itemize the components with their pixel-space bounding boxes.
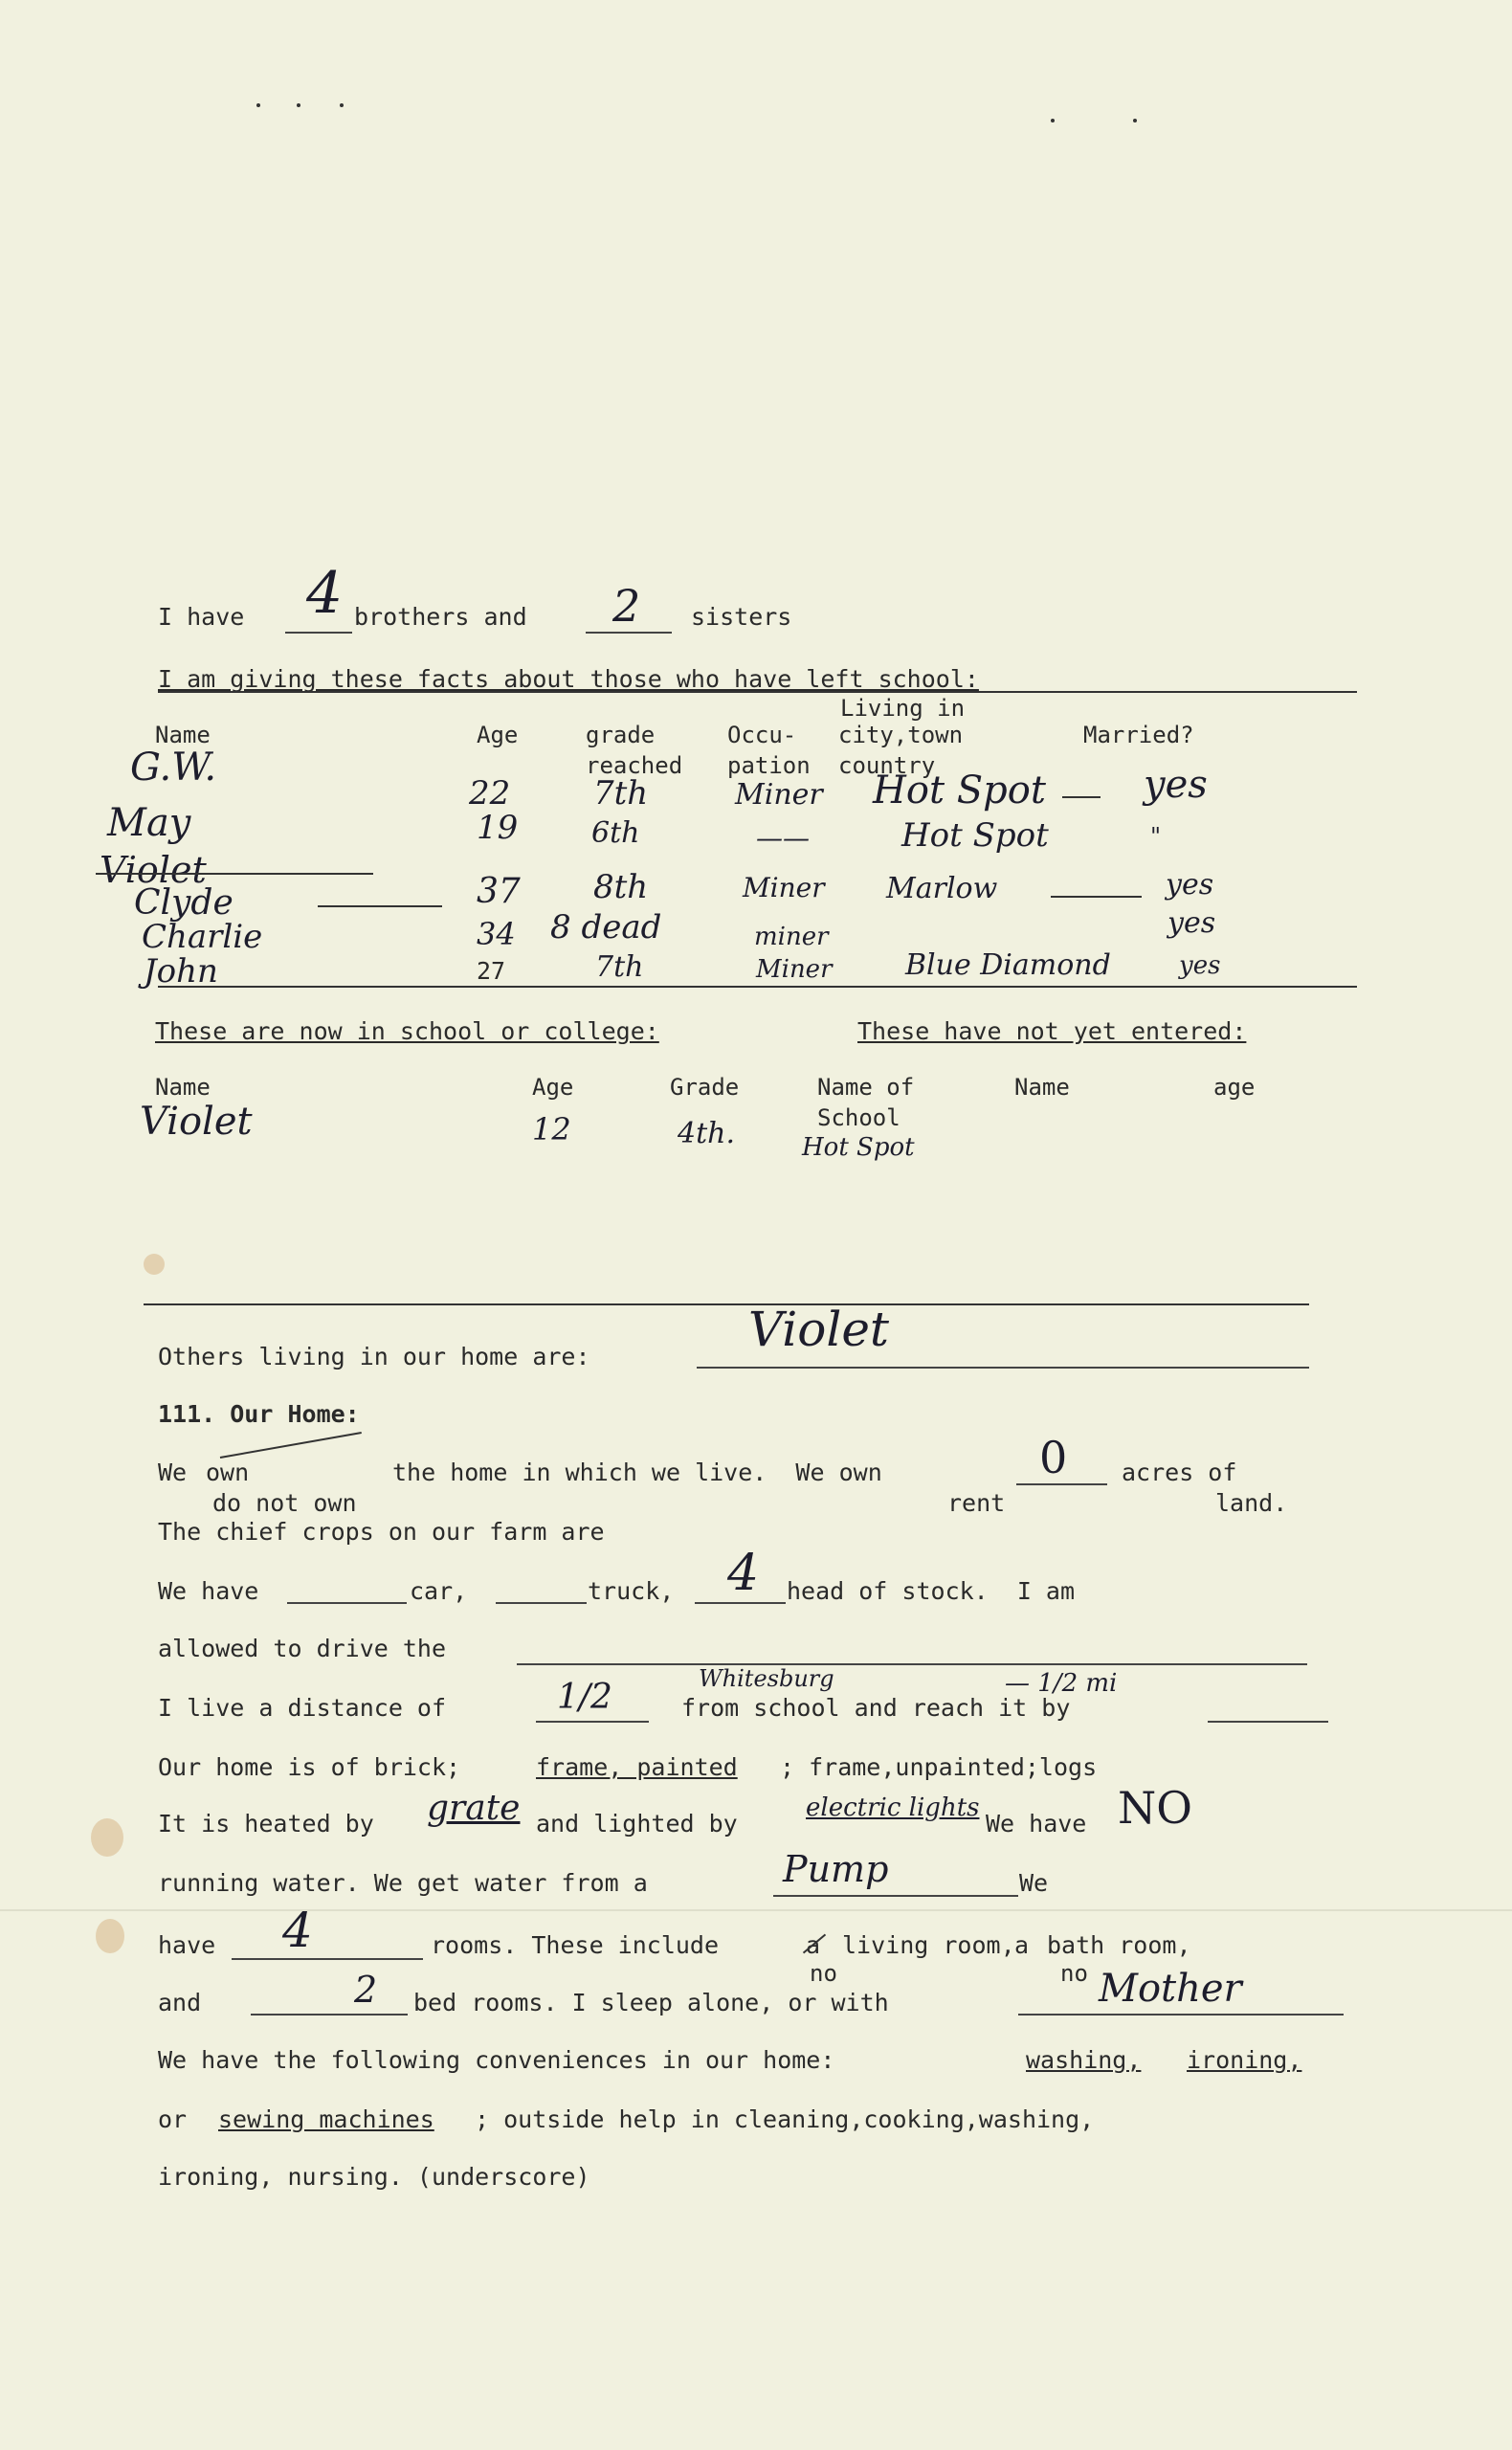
fold-line [0,1909,1512,1911]
row-living: Marlow [886,872,998,905]
rooms-have: have [158,1931,216,1959]
row-grade: 6th [591,816,640,850]
rent-option: rent [947,1489,1006,1517]
conveniences-line-1: We have the following conveniences in our home: [158,2046,835,2074]
header-living-1: Living in [840,695,966,722]
others-value: Violet [748,1302,889,1357]
row-occupation: miner [754,923,829,951]
conveniences-or: or [158,2105,188,2133]
stray-mark [297,103,300,107]
have-label: We have [158,1577,259,1605]
not-entered-heading: These have not yet entered: [857,1017,1247,1045]
school-header-school-1: Name of [817,1074,915,1101]
table-bottom-rule [158,986,1357,988]
acres-blank [1016,1483,1107,1485]
heated-end: We have [986,1810,1087,1838]
own-option: own [206,1459,250,1486]
header-age: Age [477,722,519,748]
sisters-blank [586,632,672,634]
header-living-3: country [838,752,936,779]
bedrooms-middle: bed rooms. I sleep alone, or with [413,1989,889,2016]
header-grade-1: grade [586,722,656,748]
in-school-heading: These are now in school or college: [155,1017,659,1045]
conveniences-line-3: ironing, nursing. (underscore) [158,2163,590,2191]
row-grade: 7th [595,950,644,984]
header-occ-1: Occu- [727,722,797,748]
reach-blank [1208,1721,1328,1723]
header-name: Name [155,722,211,748]
convenience-ironing: ironing, [1187,2046,1302,2074]
rooms-no-1: no [810,1960,837,1987]
row-dash [318,905,442,907]
school-header-age: Age [532,1074,574,1101]
others-blank [697,1367,1309,1369]
truck-label: truck, [588,1577,675,1605]
distance-note: Whitesburg [699,1665,834,1692]
row-occupation: Miner [735,778,823,812]
header-grade-2: reached [586,752,683,779]
home-section-title: 111. Our Home: [158,1400,360,1428]
row-name: May [107,801,191,845]
header-married: Married? [1083,722,1194,748]
truck-blank [496,1602,587,1604]
row-age: 37 [477,872,521,911]
material-frame-painted: frame, painted [536,1753,738,1781]
section-rule [144,1303,1309,1305]
distance-note-2: — 1/2 mi [1005,1669,1118,1698]
sisters-count: 2 [612,580,641,632]
own-check-mark [220,1432,362,1459]
school-row-grade: 4th. [678,1117,735,1150]
school-header-school-2: School [817,1104,901,1131]
school-header-name: Name [155,1074,211,1101]
school-header-name-2: Name [1014,1074,1070,1101]
brothers-count: 4 [306,560,344,627]
distance-value: 1/2 [557,1678,612,1717]
heated-middle: and lighted by [536,1810,738,1838]
crops-label: The chief crops on our farm are [158,1518,605,1546]
own-middle: the home in which we live. We own [392,1459,882,1486]
water-prefix: running water. We get water from a [158,1869,648,1897]
do-not-own-option: do not own [212,1489,357,1517]
rooms-bath: bath room, [1047,1931,1191,1959]
sleep-with-value: Mother [1099,1967,1242,2011]
row-age: 34 [477,916,516,952]
row-occupation: Miner [756,955,833,984]
stain [91,1818,123,1857]
row-dash [1051,896,1142,898]
sisters-label: sisters [691,603,792,631]
siblings-prefix: I have [158,603,245,631]
row-name: G.W. [130,746,217,790]
header-occ-2: pation [727,752,811,779]
row-name: Clyde [134,883,233,923]
rooms-no-2: no [1060,1960,1088,1987]
school-row-name: Violet [140,1100,253,1144]
stray-mark [256,103,260,107]
row-age: 27 [477,957,506,985]
header-living-2: city,town [838,722,964,748]
stray-mark [1133,119,1137,122]
stock-blank [695,1602,786,1604]
land-label: land. [1215,1489,1288,1517]
material-prefix: Our home is of brick; [158,1753,461,1781]
row-married: yes [1166,868,1214,902]
brothers-blank [285,632,352,634]
rooms-blank [232,1958,423,1960]
bedrooms-and: and [158,1989,202,2016]
rooms-living: living room, [842,1931,1015,1959]
rooms-a2: a [1014,1931,1030,1959]
row-living: Hot Spot [873,768,1046,813]
conveniences-line-2: ; outside help in cleaning,cooking,washing, [475,2105,1095,2133]
school-row-age: 12 [532,1111,571,1147]
water-end: We [1019,1869,1049,1897]
car-blank [287,1602,407,1604]
stray-mark [340,103,344,107]
distance-prefix: I live a distance of [158,1694,447,1722]
heat-value: grate [427,1789,521,1828]
stock-count: 4 [727,1545,760,1602]
school-header-age-2: age [1213,1074,1256,1101]
convenience-washing: washing, [1026,2046,1142,2074]
row-dash [1062,796,1101,798]
row-name: John [144,952,218,991]
school-header-grade: Grade [670,1074,740,1101]
car-label: car, [410,1577,468,1605]
row-living: Blue Diamond [905,948,1111,982]
stock-label: head of stock. I am [787,1577,1076,1605]
table-top-rule [158,691,1357,693]
row-age: 22 [469,774,511,813]
bedrooms-count: 2 [354,1969,378,2011]
school-row-school: Hot Spot [802,1133,915,1162]
material-rest: ; frame,unpainted;logs [780,1753,1098,1781]
strike-line [96,873,373,875]
row-grade: 7th [593,774,649,813]
row-occupation: —— [756,822,810,854]
own-we: We [158,1459,188,1486]
row-living: Hot Spot [901,816,1049,855]
row-name: Charlie [142,918,263,956]
row-married: yes [1144,763,1208,807]
bedrooms-blank [251,2014,408,2016]
acres-label: acres of [1122,1459,1237,1486]
row-married: yes [1167,906,1216,940]
stray-mark [1051,119,1055,122]
rooms-a1: a [806,1931,821,1959]
drive-blank [517,1663,1307,1665]
row-name-struck: Violet [100,849,207,891]
convenience-sewing: sewing machines [218,2105,434,2133]
light-value: electric lights [806,1793,980,1822]
stain [96,1919,124,1953]
rooms-count: 4 [282,1903,313,1958]
brothers-label: brothers and [354,603,527,631]
water-blank [773,1895,1018,1897]
heated-prefix: It is heated by [158,1810,374,1838]
distance-blank [536,1721,649,1723]
row-married: " [1150,823,1162,850]
left-school-heading: I am giving these facts about those who have left school: [158,665,979,693]
acres-value: 0 [1039,1432,1068,1483]
sleep-with-blank [1018,2014,1344,2016]
stain [144,1254,165,1275]
running-water-value: NO [1118,1782,1192,1834]
rooms-middle: rooms. These include [431,1931,720,1959]
others-label: Others living in our home are: [158,1343,590,1370]
drive-label: allowed to drive the [158,1635,447,1662]
row-grade: 8th [593,868,649,906]
row-age: 19 [477,809,519,847]
row-grade: 8 dead [550,908,662,947]
distance-middle: from school and reach it by [681,1694,1071,1722]
row-occupation: Miner [743,872,825,903]
water-source: Pump [783,1848,889,1890]
row-married: yes [1179,951,1221,980]
